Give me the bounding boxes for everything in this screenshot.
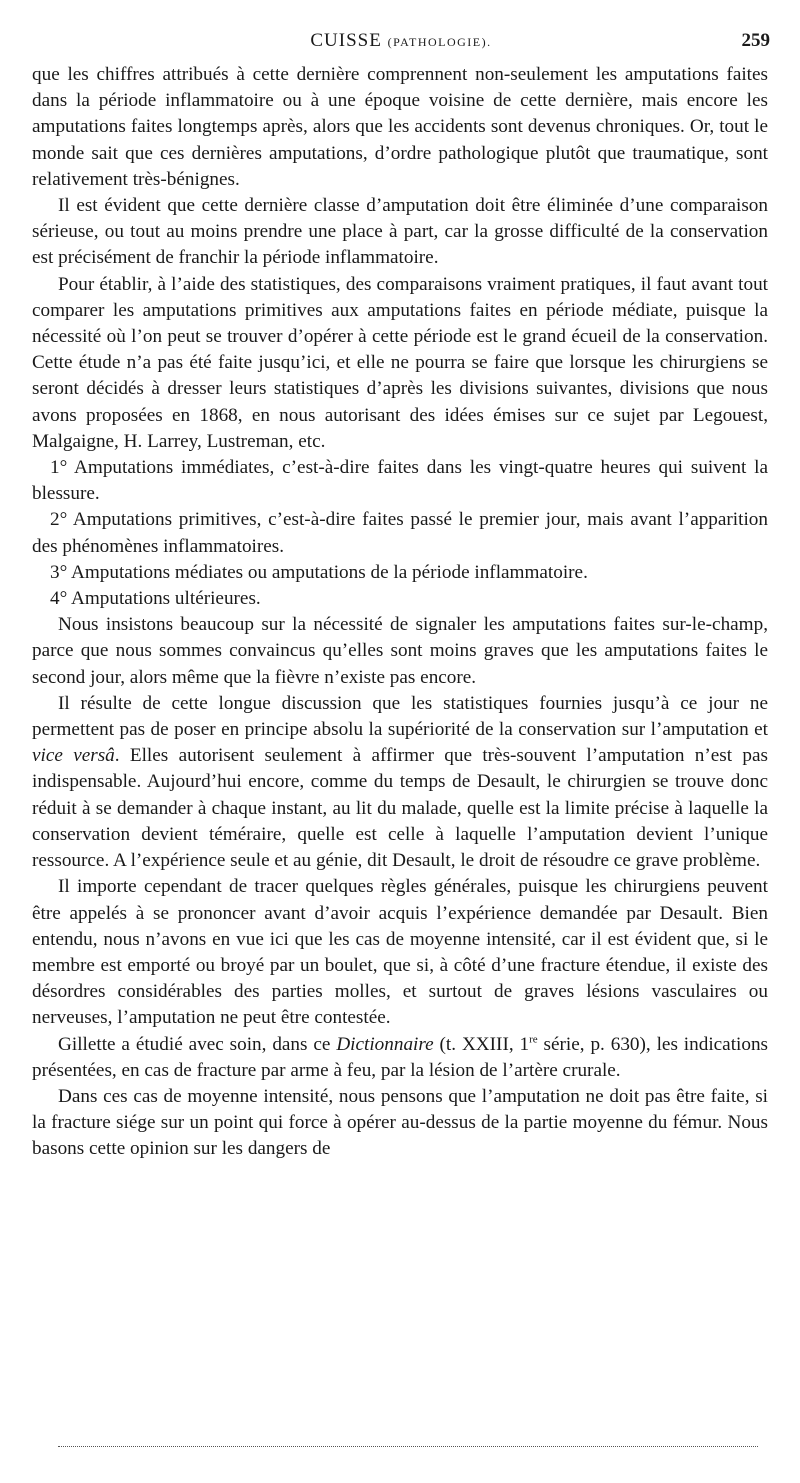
paragraph: Pour établir, à l’aide des statistiques, des comparaisons vraiment pratiques, il faut avant tout comparer les amputations primitives aux amputations faites en période médiate, puisque la nécessité où l’on peut se trouver d’opérer à cette période est le grand écueil de la conservation. Cette étude n’a pas été faite jusqu’ici, et elle ne pourra se faire que lorsque les chirurgiens se seront décidés à dresser leurs statistiques d’après les divisions suivantes, divisions que nous avons proposées en 1868, en nous autorisant des idées émises sur ce sujet par Legouest, Malgaigne, H. Larrey, Lustreman, etc.: [32, 273, 768, 452]
paragraph: Gillette a étudié avec soin, dans ce Dictionnaire (t. XXIII, 1re série, p. 630), les indications présentées, en cas de fracture par arme à feu, par la lésion de l’artère crurale.: [32, 1033, 769, 1081]
paragraph: Il importe cependant de tracer quelques règles générales, puisque les chirurgiens peuvent être appelés à se prononcer avant d’avoir acquis l’expérience demandée par Desault. Bien entendu, nous n’avons en vue ici que les cas de moyenne intensité, car il est évident que, si le membre est emporté ou broyé par un boulet, que si, à côté d’une fracture étendue, il existe des désordres considérables des parties molles, et surtout de graves lésions vasculaires ou nerveuses, l’amputation ne peut être contestée.: [32, 876, 768, 1029]
list-item: 2° Amputations primitives, c’est-à-dire faites passé le premier jour, mais avant l’apparition des phénomènes inflammatoires.: [32, 509, 768, 557]
body-text: [32, 62, 768, 1163]
running-title: [32, 30, 770, 52]
paragraph: Il est évident que cette dernière classe d’amputation doit être éliminée d’une comparaison sérieuse, ou tout au moins prendre une place à part, car la grosse difficulté de la conservation est précisément de franchir la période inflammatoire.: [32, 195, 768, 269]
paragraph-continued: que les chiffres attribués à cette dernière comprennent non-seulement les amputations faites dans la période inflammatoire ou à une époque voisine de cette dernière, mais encore les amputations faites longtemps après, alors que les accidents sont devenus chroniques. Or, tout le monde sait que ces dernières amputations, d’ordre pathologique plutôt que traumatique, sont relativement très-bénignes.: [32, 64, 768, 190]
footer-dotted-rule: [58, 1446, 758, 1447]
list-item: 1° Amputations immédiates, c’est-à-dire faites dans les vingt-quatre heures qui suivent la blessure.: [32, 457, 768, 505]
paragraph: Il résulte de cette longue discussion que les statistiques fournies jusqu’à ce jour ne permettent pas de poser en principe absolu la supériorité de la conservation sur l’amputation et vice versâ. Elles autorisent seulement à affirmer que très-souvent l’amputation n’est pas indispensable. Aujourd’hui encore, comme du temps de Desault, le chirurgien se trouve donc réduit à se demander à chaque instant, au lit du malade, quelle est la limite précise à laquelle la conservation devient téméraire, quelle est celle à laquelle l’amputation devient l’unique ressource. A l’expérience seule et au génie, dit Desault, le droit de résoudre ce grave problème.: [32, 692, 768, 872]
list-item: 4° Amputations ultérieures.: [50, 588, 261, 610]
section-subtitle: (PATHOLOGIE).: [387, 35, 492, 49]
paragraph: Dans ces cas de moyenne intensité, nous pensons que l’amputation ne doit pas être faite, si la fracture siége sur un point qui force à opérer au-dessus de la partie moyenne du fémur. Nous basons cette opinion sur les dangers de: [32, 1085, 768, 1160]
page-number: 259: [741, 30, 770, 51]
running-head: [32, 30, 770, 56]
list-item: 3° Amputations médiates ou amputations de la période inflammatoire.: [50, 561, 588, 583]
paragraph: Nous insistons beaucoup sur la nécessité de signaler les amputations faites sur-le-champ, parce que nous sommes convaincus qu’elles sont moins graves que les amputations faites le second jour, alors même que la fièvre n’existe pas encore.: [32, 614, 768, 688]
section-title: CUISSE: [310, 30, 382, 51]
